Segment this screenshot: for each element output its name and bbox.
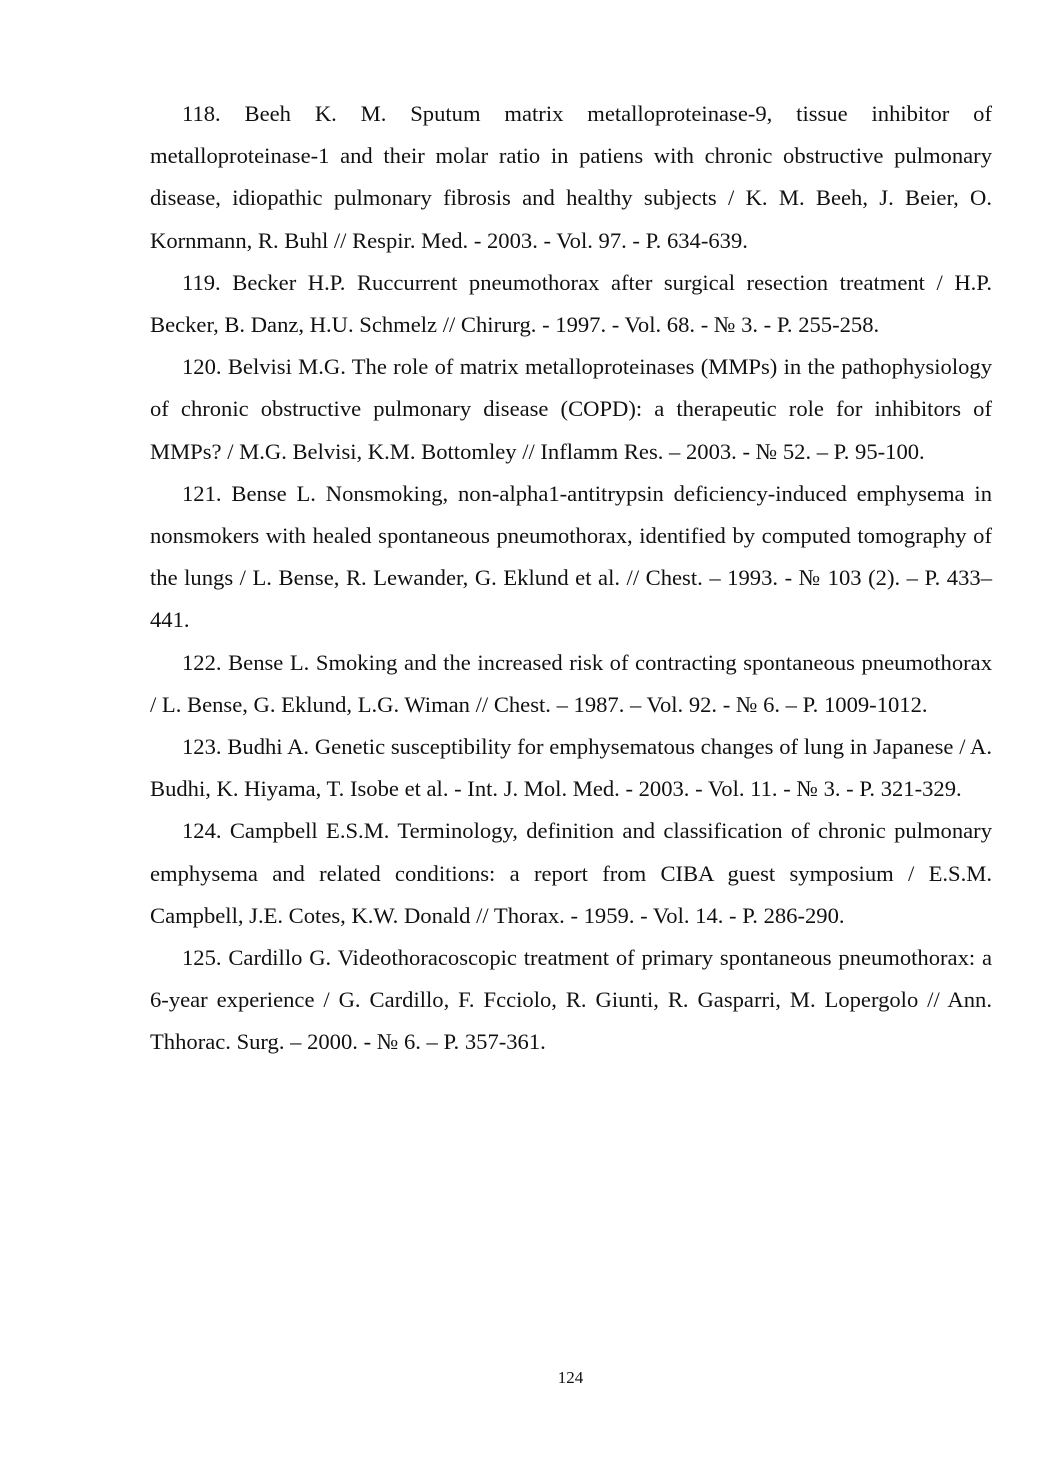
reference-121: 121. Bense L. Nonsmoking, non-alpha1-antitrypsin deficiency-induced emphysema in nonsmokers with healed spontaneous pneumothorax, identified by computed tomography of the lungs / L. Bense, R. Lewander, G. Eklund et al. // Chest. – 1993. - № 103 (2). – P. 433–441. [150, 480, 992, 633]
reference-125: 125. Cardillo G. Videothoracoscopic treatment of primary spontaneous pneumothorax: a 6-year experience / G. Cardillo, F. Fcciolo, R. Giunti, R. Gasparri, M. Lopergolo // Ann. Thhorac. Surg. – 2000. - № 6. – P. 357-361. [150, 945, 992, 1055]
reference-123: 123. Budhi A. Genetic susceptibility for emphysematous changes of lung in Japanese / A. Budhi, K. Hiyama, T. Isobe et al. - Int. J. Mol. Med. - 2003. - Vol. 11. - № 3. - P. 321-329. [150, 734, 992, 802]
reference-list [150, 93, 992, 1064]
reference-120: 120. Belvisi M.G. The role of matrix metalloproteinases (MMPs) in the pathophysiology of chronic obstructive pulmonary disease (COPD): a therapeutic role for inhibitors of MMPs? / M.G. Belvisi, K.M. Bottomley // Inflamm Res. – 2003. - № 52. – P. 95-100. [150, 354, 992, 464]
reference-119: 119. Becker H.P. Ruccurrent pneumothorax after surgical resection treatment / H.P. Becker, B. Danz, H.U. Schmelz // Chirurg. - 1997. - Vol. 68. - № 3. - P. 255-258. [150, 269, 992, 338]
reference-122: 122. Bense L. Smoking and the increased risk of contracting spontaneous pneumothorax / L. Bense, G. Eklund, L.G. Wiman // Chest. – 1987. – Vol. 92. - № 6. – P. 1009-1012. [150, 649, 992, 717]
reference-124: 124. Campbell E.S.M. Terminology, definition and classification of chronic pulmonary emphysema and related conditions: a report from CIBA guest symposium / E.S.M. Campbell, J.E. Cotes, K.W. Donald // Thorax. - 1959. - Vol. 14. - P. 286-290. [150, 818, 992, 928]
reference-118: 118. Beeh K. M. Sputum matrix metalloproteinase-9, tissue inhibitor of metalloproteinase-1 and their molar ratio in patiens with chronic obstructive pulmonary disease, idiopathic pulmonary fibrosis and healthy subjects / K. M. Beeh, J. Beier, O. Kornmann, R. Buhl // Respir. Med. - 2003. - Vol. 97. - P. 634-639. [150, 101, 992, 253]
page-number: 124 [557, 1368, 584, 1387]
